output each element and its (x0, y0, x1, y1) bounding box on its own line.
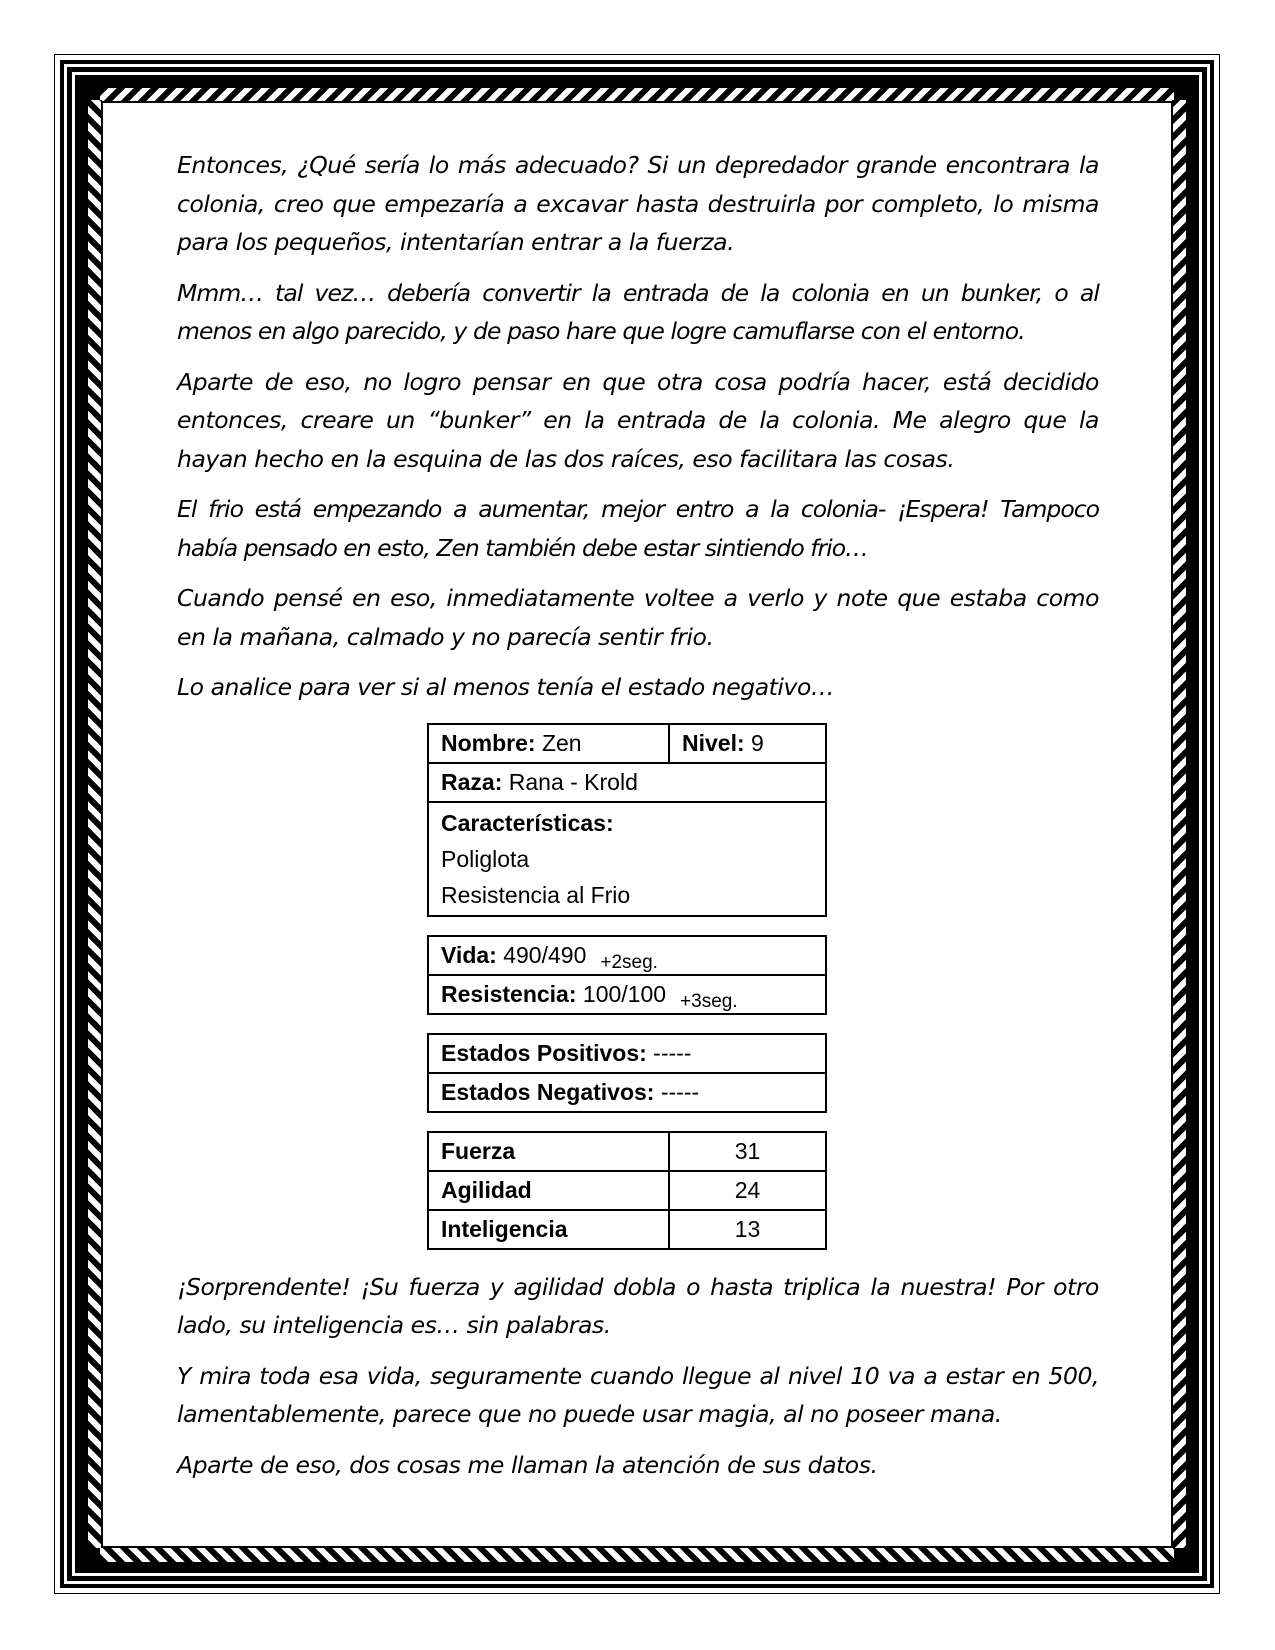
positive-states-cell: Estados Positivos: ----- (428, 1034, 826, 1073)
paragraph-4: El frio está empezando a aumentar, mejor entro a la colonia- ¡Espera! Tampoco había pensado en esto, Zen también debe estar sintiendo frio… (177, 495, 1099, 562)
level-cell: Nivel: 9 (669, 724, 826, 763)
paragraph-5: Cuando pensé en eso, inmediatamente voltee a verlo y note que estaba como en la mañana, calmado y no parecía sentir frio. (177, 584, 1099, 651)
table-row: Fuerza 31 (428, 1132, 826, 1171)
border-zigzag-bottom (100, 1548, 1174, 1562)
paragraph-3: Aparte de eso, no logro pensar en que otra cosa podría hacer, está decidido entonces, creare un “bunker” en la entrada de la colonia. Me alegro que la hayan hecho en la esquina de las dos raíces, eso facilitara las cosas. (177, 367, 1099, 473)
border-zigzag-right (1172, 100, 1186, 1548)
trait-item: Poliglota (441, 845, 530, 872)
paragraph-2: Mmm… tal vez… debería convertir la entrada de la colonia en un bunker, o al menos en algo parecido, y de paso hare que logre camuflarse con el entorno. (177, 278, 1099, 345)
attributes-table (427, 1131, 827, 1250)
border-zigzag-left (88, 100, 102, 1548)
trait-item: Resistencia al Frio (441, 881, 631, 908)
paragraph-9: Aparte de eso, dos cosas me llaman la atención de sus datos. (177, 1450, 878, 1479)
race-cell: Raza: Rana - Krold (428, 763, 826, 802)
border-zigzag-top (100, 88, 1174, 102)
paragraph-7: ¡Sorprendente! ¡Su fuerza y agilidad dobla o hasta triplica la nuestra! Por otro lado, su inteligencia es… sin palabras. (177, 1272, 1099, 1339)
table-row: Inteligencia 13 (428, 1210, 826, 1249)
paragraph-1: Entonces, ¿Qué sería lo más adecuado? Si un depredador grande encontrara la colonia, creo que empezaría a excavar hasta destruirla por completo, lo misma para los pequeños, intentarían entrar a la fuerza. (177, 151, 1099, 256)
name-cell: Nombre: Zen (428, 724, 669, 763)
traits-cell: Características: Poliglota Resistencia al Frio (428, 802, 826, 916)
identity-table (427, 723, 827, 917)
states-table (427, 1033, 827, 1113)
stamina-cell: Resistencia: 100/100 $_{+3seg.}$ (428, 975, 826, 1014)
table-row: Agilidad 24 (428, 1171, 826, 1210)
negative-states-cell: Estados Negativos: ----- (428, 1073, 826, 1112)
life-cell: Vida: 490/490 $_{+2seg.}$ (428, 936, 826, 975)
status-window (427, 723, 827, 1250)
vitals-table (427, 935, 827, 1015)
paragraph-8: Y mira toda esa vida, seguramente cuando llegue al nivel 10 va a estar en 500, lamentablemente, parece que no puede usar magia, al no poseer mana. (177, 1361, 1099, 1428)
paragraph-6: Lo analice para ver si al menos tenía el estado negativo… (177, 673, 834, 701)
page-content (177, 146, 1099, 1496)
